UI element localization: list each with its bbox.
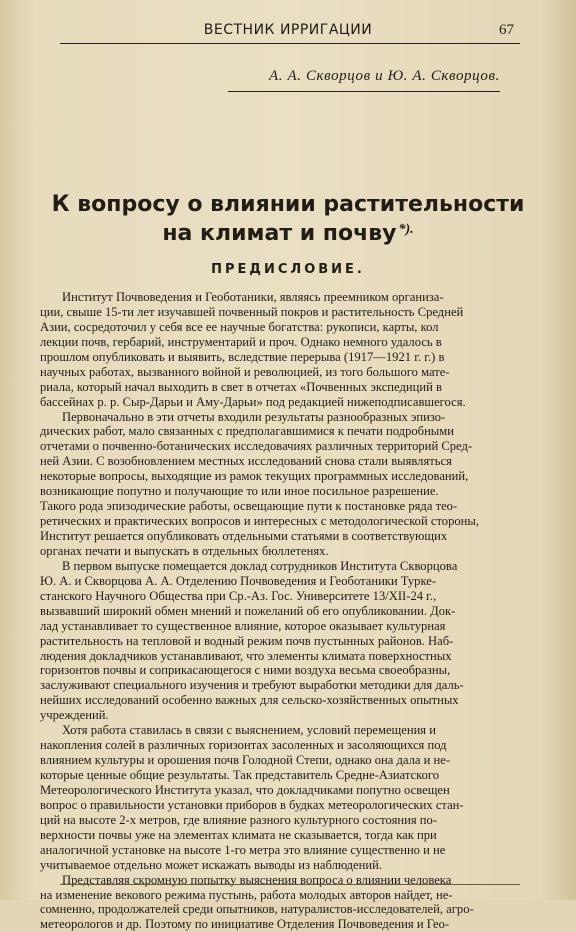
body-line: риала, который начал выходить в свет в отчетах «Почвенных экспедиций в bbox=[40, 379, 442, 394]
body-line: ций на высоте 2-х метров, где влияние разного культурного состояния по- bbox=[40, 812, 438, 827]
body-line: органах печати и выпускать в отдельных бюллетенях. bbox=[40, 543, 329, 558]
body-line: влиянием культуры и орошения почв Голодной Степи, однако она дала и не- bbox=[40, 753, 451, 768]
body-line: на изменение векового режима пустынь, работа молодых авторов найдет, не- bbox=[40, 887, 453, 902]
body-line: заслуживают специального изучения и требуют выработки методики для даль- bbox=[40, 678, 464, 693]
article-title-line-2 bbox=[20, 219, 556, 248]
body-line: возникающие попутно и получающие то или иное посильное разрешение. bbox=[40, 484, 439, 499]
body-line: вопрос о правильности установки приборов в будках метеорологических стан- bbox=[40, 797, 464, 812]
body-line: метеорологов и др. Поэтому по инициативе Отделения Почвоведения и Гео- bbox=[40, 917, 450, 932]
section-heading: ПРЕДИСЛОВИЕ. bbox=[211, 262, 365, 277]
body-line: вызвавший широкий обмен мнений и пожеланий об его опубликовании. Док- bbox=[40, 603, 456, 618]
body-line: Метеорологического Института указал, что докладчиками попутно освещен bbox=[40, 782, 450, 797]
body-line: отчетами о почвенно-ботанических исследовачиях различных территорий Сред- bbox=[40, 439, 473, 454]
article-title-line-1: К вопросу о влиянии растительности bbox=[51, 192, 525, 217]
body-line: нейших исследований особенно важных для сельско-хозяйственных опытных bbox=[40, 693, 459, 708]
body-line: горизонтов почвы и соприкасающегося с ними воздуха весьма своеобразны, bbox=[40, 663, 451, 678]
body-line: Институт Почвоведения и Геоботаники, являясь преемником организа- bbox=[62, 290, 444, 304]
body-line: ции, свыше 15-ти лет изучавшей почвенный покров и растительность Средней bbox=[40, 304, 464, 319]
body-line: аналогичной установке на высоте 1-го метра это влияние существенно и не bbox=[40, 842, 446, 857]
body-line: которые ценные общие результаты. Так представитель Средне-Азиатского bbox=[40, 768, 440, 782]
body-line: Ю. А. и Скворцова А. А. Отделению Почвоведения и Геоботаники Турке- bbox=[40, 573, 437, 588]
body-line: Азии, сосредоточил у себя все ее научные богатства: рукописи, карты, кол bbox=[40, 319, 439, 334]
body-line: ретических и практических вопросов и интересных с методологической стороны, bbox=[40, 514, 480, 529]
body-line: растительность на тепловой и водный режим почв пустынных районов. Наб- bbox=[40, 633, 454, 648]
body-line: бассейнах р. р. Сыр-Дарьи и Аму-Дарьи» под редакцией нижеподписавшегося. bbox=[40, 394, 466, 409]
journal-title: ВЕСТНИК ИРРИГАЦИИ bbox=[203, 22, 373, 38]
article-title bbox=[20, 190, 556, 248]
body-line: верхности почвы уже на элементах климата не сказывается, тогда как при bbox=[40, 827, 437, 842]
body-line: Первоначально в эти отчеты входили результаты разнообразных эпизо- bbox=[62, 409, 446, 424]
body-line: учитываемое отдельно может искажать выводы из наблюдений. bbox=[40, 857, 382, 872]
body-line: Представляя скромную попытку выяснения вопроса о влиянии человека bbox=[62, 872, 452, 887]
authors-underline bbox=[228, 91, 500, 92]
body-line: станского Научного Общества при Ср.-Аз. Гос. Университете 13/XII-24 г., bbox=[40, 588, 437, 603]
header-rule bbox=[60, 43, 520, 44]
body-line: накопления солей в различных горизонтах засоленных и засоляющихся под bbox=[40, 738, 447, 753]
authors-line: А. А. Скворцов и Ю. А. Скворцов. bbox=[269, 68, 500, 84]
body-line: Такого рода эпизодические работы, освещающие пути к постановке ряда тео- bbox=[40, 499, 458, 514]
body-line: прошлом опубликовать и выявить, вследствие перерыва (1917—1921 г. г.) в bbox=[40, 349, 445, 364]
body-line: В первом выпуске помещается доклад сотрудников Института Скворцова bbox=[62, 558, 458, 573]
article-title-line-2-text: на климат и почву bbox=[162, 221, 397, 246]
body-line: лекции почв, гербарий, инструментарий и проч. Однако немного удалось в bbox=[40, 334, 442, 349]
body-line: Институт решается опубликовать отдельными статьями в соответствующих bbox=[40, 529, 448, 543]
body-text bbox=[40, 290, 528, 932]
body-line: дических работ, мало связанных с предполагавшимися к печати подробными bbox=[40, 424, 454, 439]
running-head bbox=[0, 22, 576, 44]
body-line: ней Азии. С возобновлением местных исследований снова стали выявляться bbox=[40, 454, 452, 469]
body-line: некоторые вопросы, выходящие из рамок текущих программных исследований, bbox=[40, 469, 469, 484]
bottom-edge-rule bbox=[60, 884, 520, 885]
footnote-mark: *). bbox=[398, 222, 414, 237]
body-line: Хотя работа ставилась в связи с выяснением, условий перемещения и bbox=[62, 723, 436, 738]
body-line: людения докладчиков устанавливают, что элементы климата поверхностных bbox=[40, 648, 452, 663]
body-line: учреждений. bbox=[40, 708, 109, 723]
body-line: сомненно, продолжателей среди опытников, натуралистов-исследователей, агро- bbox=[40, 902, 474, 917]
body-line: научных работах, вызванного войной и революцией, из того большого мате- bbox=[40, 364, 450, 379]
page-number: 67 bbox=[499, 22, 514, 38]
body-line: лад устанавливает то существенное влияние, которое оказывает культурная bbox=[40, 618, 446, 633]
